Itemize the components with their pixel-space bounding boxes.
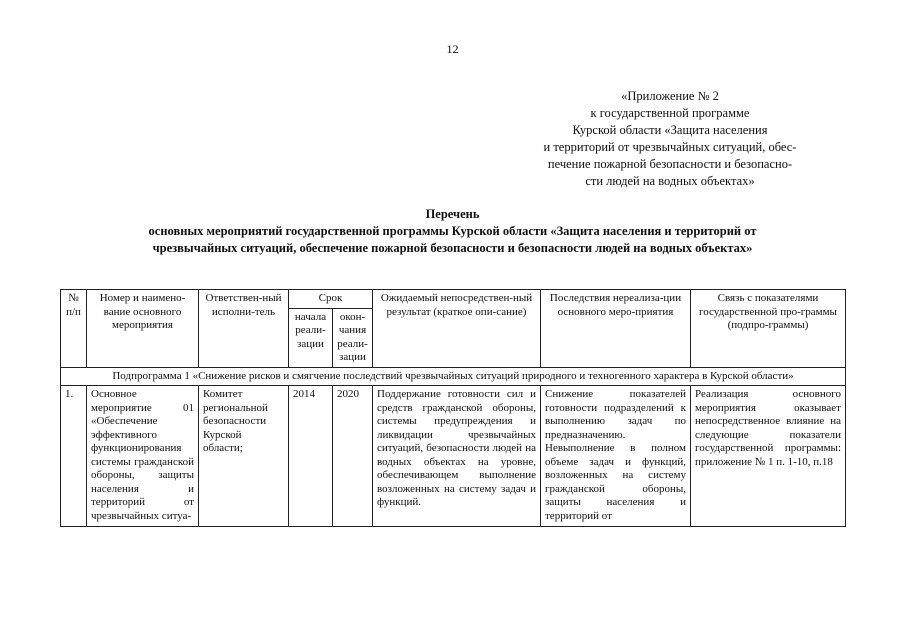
title-line: основных мероприятий государственной программы Курской области «Защита населения и территорий от [148, 224, 757, 238]
appendix-note [520, 88, 820, 190]
header-row [61, 290, 846, 309]
row-expected-result: Поддержание готовности сил и средств гражданской обороны, системы предупреждения и ликвидации чрезвычайных ситуаций, безопасности людей на водных объектах на уровне, обеспечивающем выполнение возложенных на систему задач и функций. [373, 386, 541, 527]
appendix-line: Курской области «Защита населения [572, 123, 768, 137]
row-measure: Основное мероприятие 01 «Обеспечение эффективного функционирования системы гражданской обороны, защиты населения и территорий от чрезвычайных ситуа- [87, 386, 199, 527]
header-executor: Ответствен-ный исполни-тель [199, 290, 289, 368]
header-term-start: начала реали-зации [289, 308, 333, 367]
header-link: Связь с показателями государственной про-граммы (подпро-граммы) [691, 290, 846, 368]
row-link: Реализация основного мероприятия оказывает непосредственное влияние на следующие показатели государственной программы: приложение № 1 п. 1-10, п.18 [691, 386, 846, 527]
appendix-line: и территорий от чрезвычайных ситуаций, обес- [543, 140, 797, 154]
appendix-line: «Приложение № 2 [621, 89, 719, 103]
header-term: Срок [289, 290, 373, 309]
row-start: 2014 [289, 386, 333, 527]
table-row [61, 386, 846, 527]
appendix-line: к государственной программе [590, 106, 750, 120]
appendix-line: сти людей на водных объектах» [585, 174, 755, 188]
subprogram-row [61, 367, 846, 386]
header-consequences: Последствия нереализа-ции основного меро-приятия [541, 290, 691, 368]
header-term-end: окон-чания реали-зации [333, 308, 373, 367]
row-executor: Комитет региональной безопасности Курской области; [199, 386, 289, 527]
header-num: № п/п [61, 290, 87, 368]
appendix-line: печение пожарной безопасности и безопасно- [547, 157, 793, 171]
title-heading: Перечень [425, 207, 480, 221]
subprogram-title: Подпрограмма 1 «Снижение рисков и смягчение последствий чрезвычайных ситуаций природного и техногенного характера в Курской области» [61, 367, 846, 386]
header-expected-result: Ожидаемый непосредствен-ный результат (краткое опи-сание) [373, 290, 541, 368]
header-measure: Номер и наимено-вание основного мероприятия [87, 290, 199, 368]
document-title [60, 206, 845, 257]
row-consequences: Снижение показателей готовности подразделений к выполнению задач по предназначению. Невыполнение в полном объеме задач и функций, возложенных на систему гражданской обороны, защиты населения и территорий от [541, 386, 691, 527]
row-end: 2020 [333, 386, 373, 527]
title-line: чрезвычайных ситуаций, обеспечение пожарной безопасности и безопасности людей на водных объектах» [152, 241, 753, 255]
row-num: 1. [61, 386, 87, 527]
page-number: 12 [446, 42, 459, 56]
measures-table [60, 289, 846, 527]
